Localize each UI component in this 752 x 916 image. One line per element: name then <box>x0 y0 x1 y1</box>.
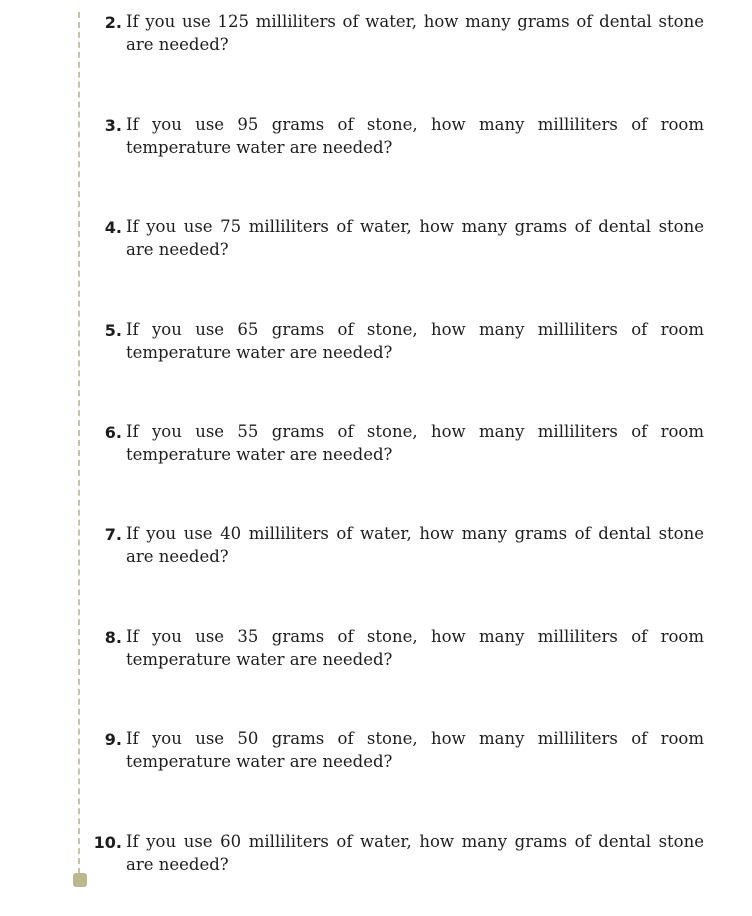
question-item-5 <box>84 319 704 364</box>
question-text: If you use 50 grams of stone, how many milliliters of room temperature water are needed? <box>126 729 704 771</box>
question-item-3 <box>84 114 704 159</box>
question-text: If you use 55 grams of stone, how many milliliters of room temperature water are needed? <box>126 422 704 464</box>
question-item-7 <box>84 523 704 568</box>
question-item-9 <box>84 728 704 773</box>
question-item-8 <box>84 626 704 671</box>
question-number: 3. <box>104 116 122 135</box>
question-number: 7. <box>104 525 122 544</box>
question-number: 9. <box>104 730 122 749</box>
question-number: 2. <box>104 13 122 32</box>
question-number: 5. <box>104 321 122 340</box>
question-text: If you use 75 milliliters of water, how many grams of dental stone are needed? <box>126 217 704 259</box>
question-item-4 <box>84 216 704 261</box>
question-item-10 <box>84 831 704 876</box>
question-item-2 <box>84 11 704 56</box>
question-text: If you use 35 grams of stone, how many milliliters of room temperature water are needed? <box>126 627 704 669</box>
question-number: 8. <box>104 628 122 647</box>
question-text: If you use 60 milliliters of water, how many grams of dental stone are needed? <box>126 832 704 874</box>
question-number: 6. <box>104 423 122 442</box>
question-number: 4. <box>104 218 122 237</box>
question-text: If you use 40 milliliters of water, how many grams of dental stone are needed? <box>126 524 704 566</box>
margin-dashed-rule <box>78 12 80 874</box>
question-text: If you use 65 grams of stone, how many milliliters of room temperature water are needed? <box>126 320 704 362</box>
question-text: If you use 125 milliliters of water, how many grams of dental stone are needed? <box>126 12 704 54</box>
question-item-6 <box>84 421 704 466</box>
question-number: 10. <box>93 833 122 852</box>
question-text: If you use 95 grams of stone, how many milliliters of room temperature water are needed? <box>126 115 704 157</box>
